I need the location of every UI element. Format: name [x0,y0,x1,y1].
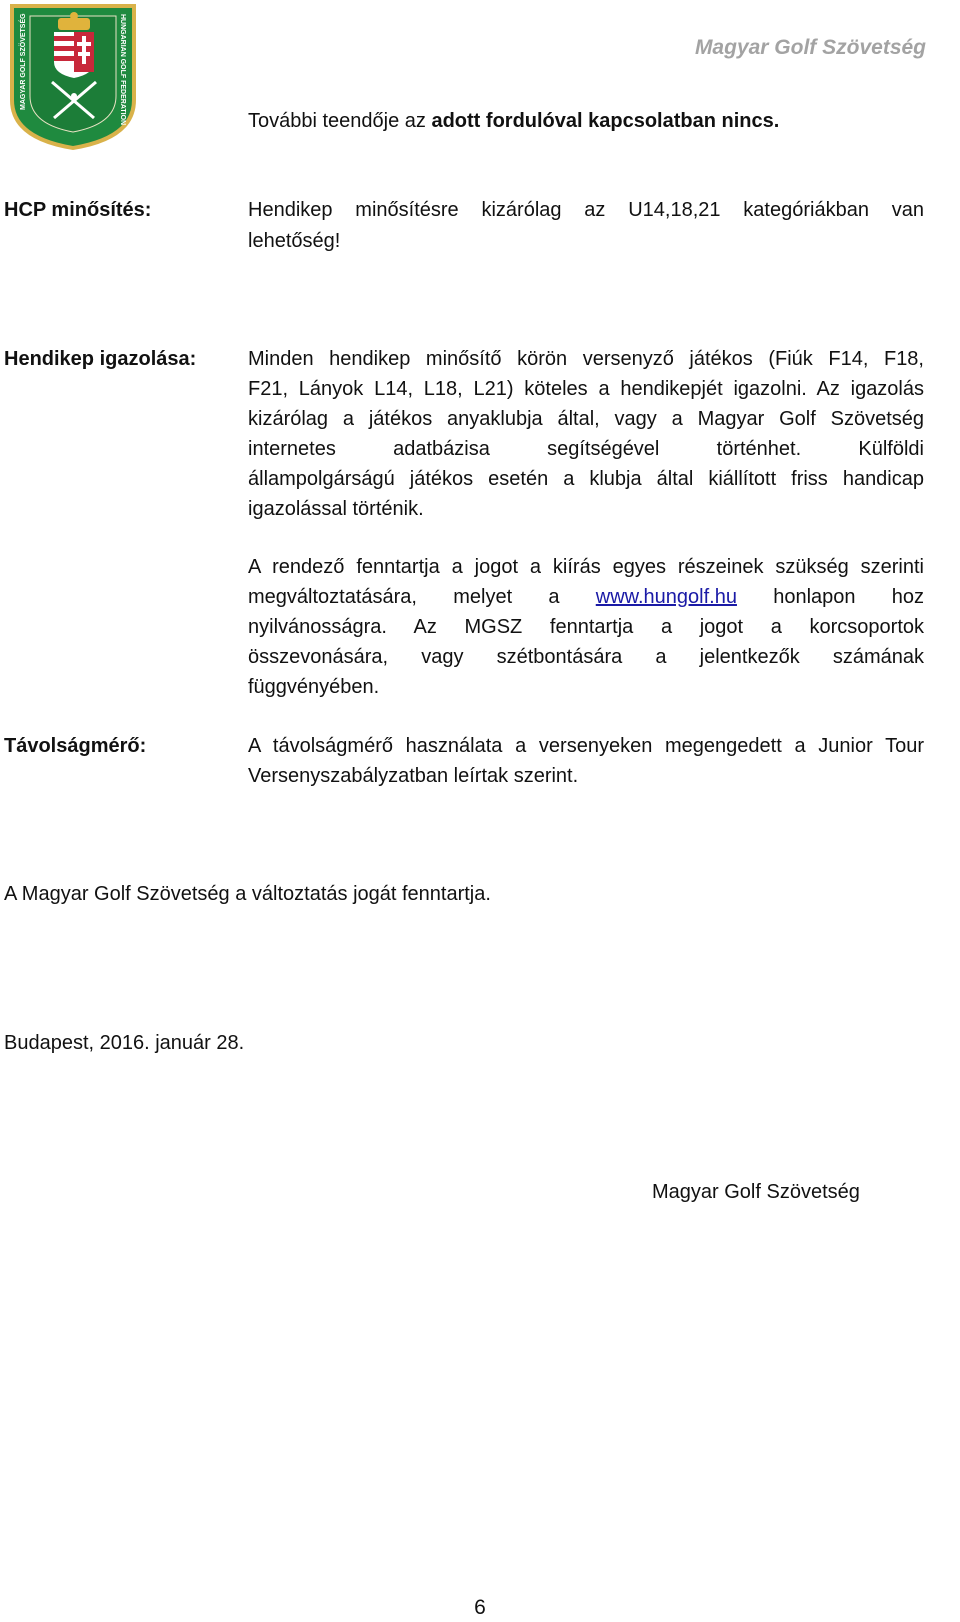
hendikep-text [248,344,924,524]
hcp-line-2: lehetőség! [248,230,341,252]
intro-bold: adott fordulóval kapcsolatban nincs. [431,110,780,132]
rendezo-line-4: összevonására, vagy szétbontására a jelentkezők számának [248,646,924,668]
tavolsag-line-1: A távolságmérő használata a versenyeken megengedett a Junior Tour [248,735,924,757]
hcp-line-1: Hendikep minősítésre kizárólag az U14,18,21 kategóriákban van [248,199,924,221]
signature: Magyar Golf Szövetség [652,1181,860,1203]
closing-statement: A Magyar Golf Szövetség a változtatás jogát fenntartja. [4,883,491,905]
hendikep-line-1: Minden hendikep minősítő körön versenyző játékos (Fiúk F14, F18, [248,348,924,370]
header-organization: Magyar Golf Szövetség [694,36,926,59]
logo-text-left: MAGYAR GOLF SZÖVETSÉG [20,13,27,110]
intro-line [248,106,779,136]
tavolsag-text [248,731,924,791]
rendezo-line-2-after: honlapon hoz [736,586,924,608]
date-place: Budapest, 2016. január 28. [4,1032,245,1054]
hungolf-link[interactable]: www.hungolf.hu [595,586,737,608]
hcp-text [248,195,924,257]
logo-text-right: HUNGARIAN GOLF FEDERATION [119,14,126,126]
rendezo-line-2 [248,582,924,612]
rendezo-line-1: A rendező fenntartja a jogot a kiírás egyes részeinek szükség szerinti [248,556,924,578]
tavolsag-line-2: Versenyszabályzatban leírtak szerint. [248,765,579,787]
hendikep-line-6: igazolással történik. [248,498,424,520]
federation-logo [6,0,140,152]
hendikep-line-3: kizárólag a játékos anyaklubja által, vagy a Magyar Golf Szövetség [248,408,924,430]
hendikep-line-2: F21, Lányok L14, L18, L21) köteles a hendikepjét igazolni. Az igazolás [248,378,924,400]
hcp-label: HCP minősítés: [4,199,152,221]
intro-prefix: További teendője az [248,110,432,132]
rendezo-line-2-before: megváltoztatására, melyet a [248,586,596,608]
rendezo-line-5: függvényében. [248,676,380,698]
rendezo-line-3: nyilvánosságra. Az MGSZ fenntartja a jogot a korcsoportok [248,616,924,638]
rendezo-text [248,552,924,702]
hendikep-line-4: internetes adatbázisa segítségével történhet. Külföldi [248,438,924,460]
tavolsag-label: Távolságmérő: [4,735,147,757]
page-number: 6 [474,1596,486,1619]
hendikep-line-5: állampolgárságú játékos esetén a klubja által kiállított friss handicap [248,468,924,490]
shield-crest-icon [6,0,140,152]
hendikep-label: Hendikep igazolása: [4,348,197,370]
